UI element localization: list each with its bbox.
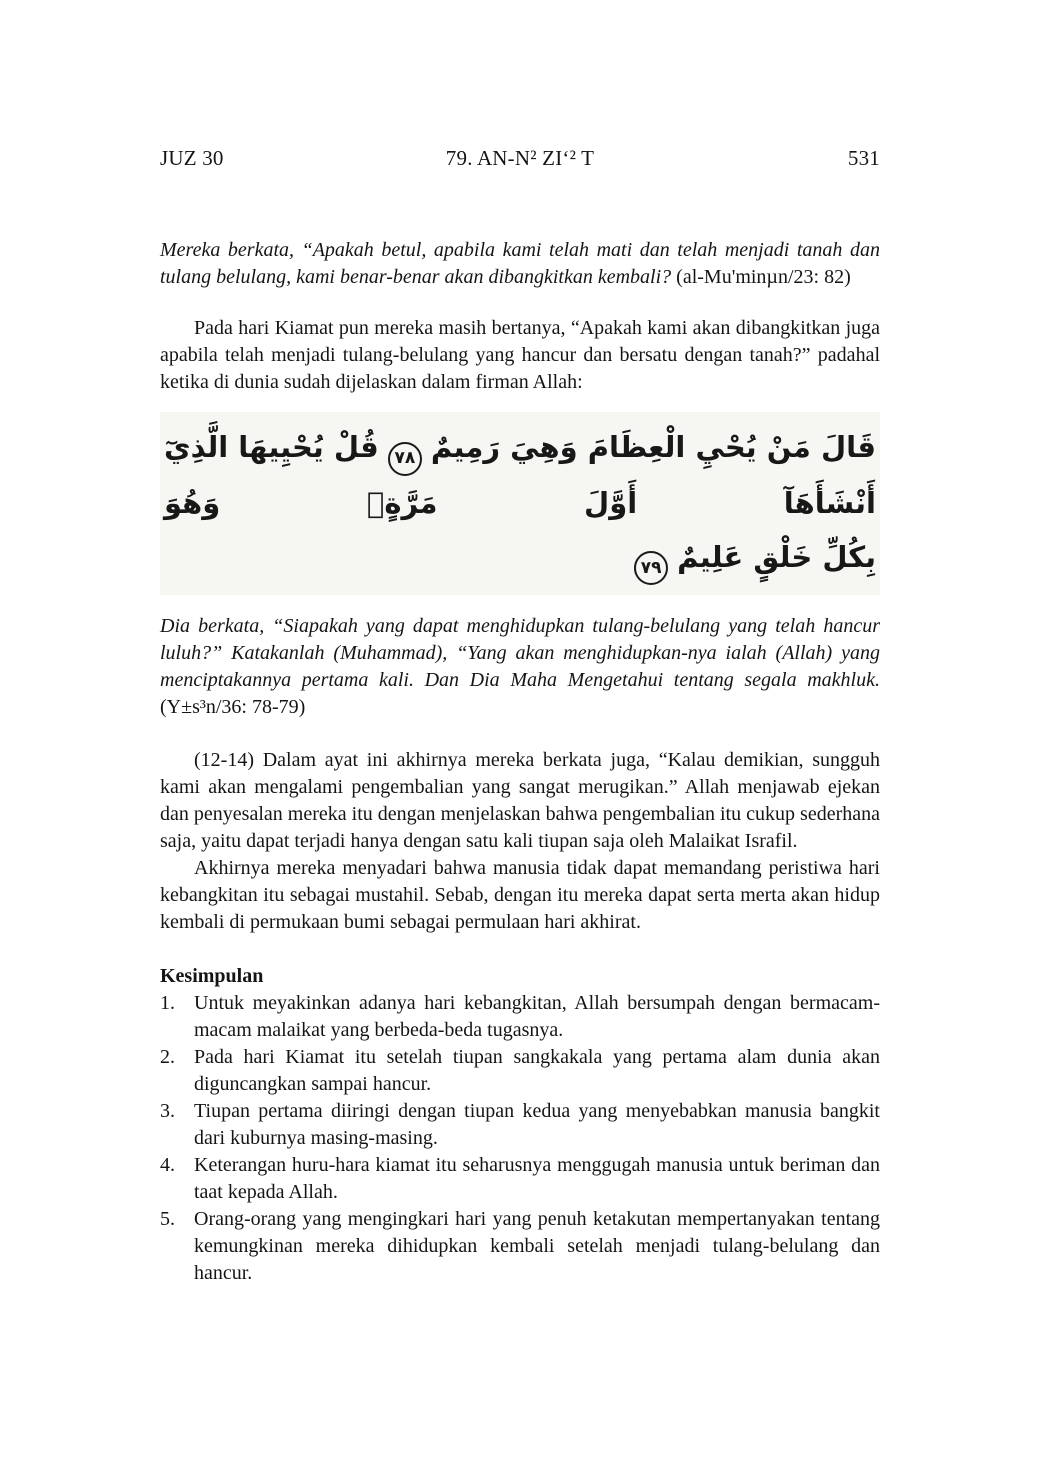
arabic-verse-79-text-b: بِكُلِّ خَلْقٍ عَلِيمٌ xyxy=(677,539,876,574)
kesimpulan-heading: Kesimpulan xyxy=(160,965,264,987)
commentary-paragraph-2: Akhirnya mereka menyadari bahwa manusia tidak dapat memandang peristiwa hari kebangkitan itu sebagai mustahil. Sebab, dengan itu mereka dapat serta merta akan hidup kembali di permukaan bumi sebagai permulaan hari akhirat. xyxy=(160,857,880,933)
juz-label: JUZ 30 xyxy=(160,146,224,170)
item-3-text: Tiupan pertama diiringi dengan tiupan kedua yang menyebabkan manusia bangkit dari kuburnya masing-masing. xyxy=(194,1100,880,1149)
kesimpulan-item-4 xyxy=(160,1152,880,1206)
item-5-text: Orang-orang yang mengingkari hari yang penuh ketakutan mempertanyakan tentang kemungkinan mereka dihidupkan kembali setelah menjadi tulang-belulang dan hancur. xyxy=(194,1208,880,1284)
arabic-verse-line-1 xyxy=(164,420,876,530)
quote-yasin-reference: (Y±s³n/36: 78-79) xyxy=(160,696,306,718)
item-4-number: 4. xyxy=(160,1154,175,1176)
page-content xyxy=(160,146,880,1287)
item-3-number: 3. xyxy=(160,1100,175,1122)
verse-78-marker: ٧٨ xyxy=(388,442,422,476)
arabic-verse-79-text-a: قُلْ يُحْيِيهَا الَّذِيٓ أَنْشَأَهَآ أَوَّلَ مَرَّةٍۖ وَهُوَ xyxy=(164,430,876,520)
quote-yasin xyxy=(160,613,880,721)
commentary-paragraph-1: (12-14) Dalam ayat ini akhirnya mereka berkata juga, “Kalau demikian, sungguh kami akan mengalami pengembalian yang sangat merugikan.” Allah menjawab ejekan dan penyesalan mereka itu dengan menjelaskan bahwa pengembalian itu cukup sederhana saja, yaitu dapat terjadi hanya dengan satu kali tiupan saja oleh Malaikat Israfil. xyxy=(160,749,880,852)
arabic-verse-image xyxy=(160,412,880,595)
verse-79-marker: ٧٩ xyxy=(634,551,668,585)
quote-muminun-reference: (al-Mu'minµn/23: 82) xyxy=(676,266,851,288)
kesimpulan-item-2 xyxy=(160,1044,880,1098)
quote-yasin-text: Dia berkata, “Siapakah yang dapat menghidupkan tulang-belulang yang telah hancur luluh?” Katakanlah (Muhammad), “Yang akan menghidupkan-nya ialah (Allah) yang menciptakannya pertama kali. Dan Dia Maha Mengetahui tentang segala makhluk. xyxy=(160,615,880,691)
page-header xyxy=(160,146,880,171)
quote-muminun xyxy=(160,237,880,291)
item-1-text: Untuk meyakinkan adanya hari kebangkitan, Allah bersumpah dengan bermacam-macam malaikat yang berbeda-beda tugasnya. xyxy=(194,992,880,1041)
paragraph-intro: Pada hari Kiamat pun mereka masih bertanya, “Apakah kami akan dibangkitkan juga apabila telah menjadi tulang-belulang yang hancur dan bersatu dengan tanah?” padahal ketika di dunia sudah dijelaskan dalam firman Allah: xyxy=(160,317,880,393)
kesimpulan-item-5 xyxy=(160,1206,880,1287)
item-2-text: Pada hari Kiamat itu setelah tiupan sangkakala yang pertama alam dunia akan diguncangkan sampai hancur. xyxy=(194,1046,880,1095)
item-5-number: 5. xyxy=(160,1208,175,1230)
page-number: 531 xyxy=(847,146,880,170)
kesimpulan-item-3 xyxy=(160,1098,880,1152)
kesimpulan-item-1 xyxy=(160,990,880,1044)
item-2-number: 2. xyxy=(160,1046,175,1068)
surah-title: 79. AN-N² ZI‘² T xyxy=(445,146,595,170)
item-1-number: 1. xyxy=(160,992,175,1014)
item-4-text: Keterangan huru-hara kiamat itu seharusnya menggugah manusia untuk beriman dan taat kepada Allah. xyxy=(194,1154,880,1203)
quote-muminun-text: Mereka berkata, “Apakah betul, apabila kami telah mati dan telah menjadi tanah dan tulang belulang, kami benar-benar akan dibangkitkan kembali? xyxy=(160,239,880,288)
arabic-verse-line-2 xyxy=(164,530,876,586)
arabic-verse-78-text: قَالَ مَنْ يُحْيِ الْعِظَامَ وَهِيَ رَمِيمٌ xyxy=(430,430,876,464)
